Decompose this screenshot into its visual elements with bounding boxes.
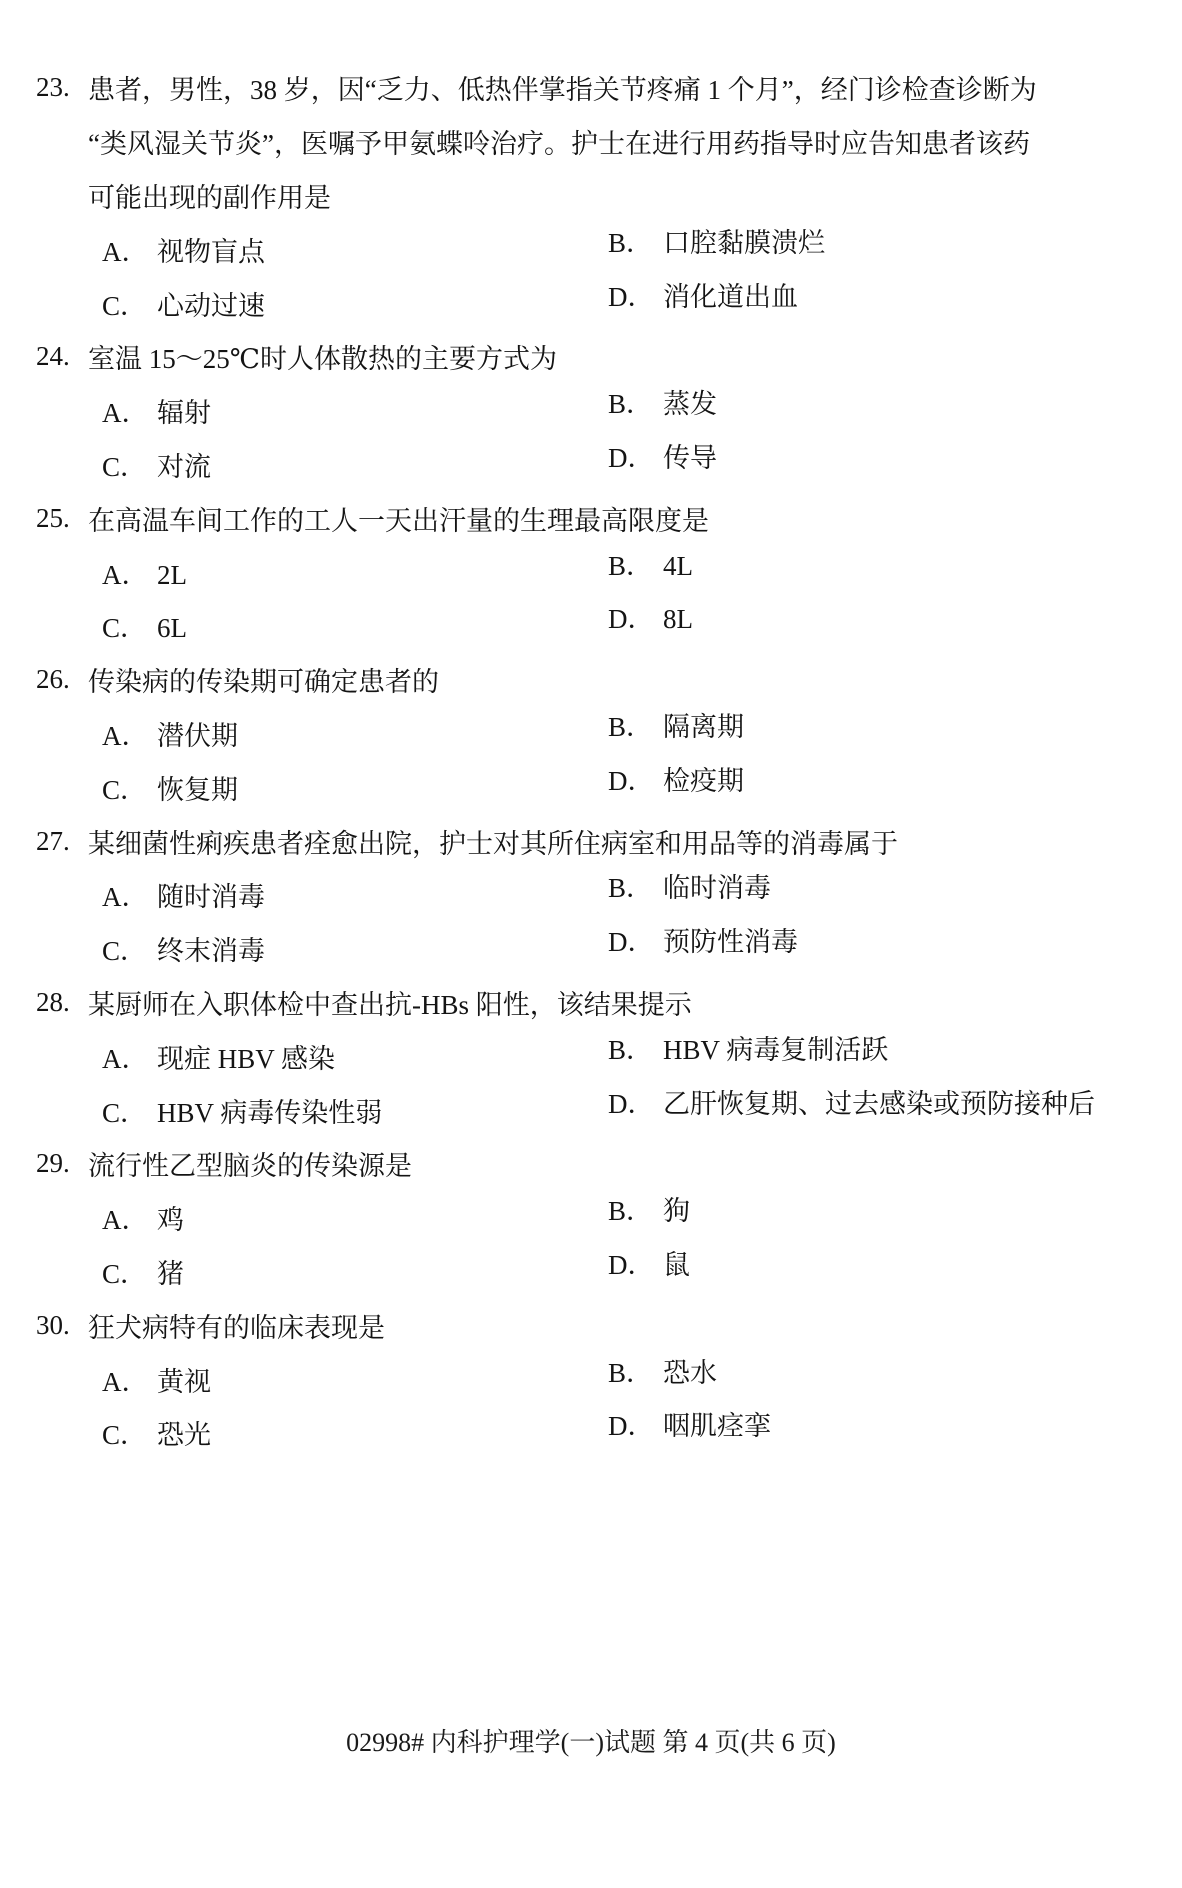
question-list bbox=[0, 61, 1182, 1460]
question-number: 26. bbox=[36, 664, 70, 695]
stem-line: 狂犬病特有的临床表现是 bbox=[88, 1312, 385, 1343]
stem-line: 某厨师在入职体检中查出抗-HBs 阳性，该结果提示 bbox=[88, 989, 692, 1020]
option-label: D． bbox=[608, 1088, 655, 1119]
option-text: 潜伏期 bbox=[157, 720, 238, 751]
option-label: D． bbox=[608, 765, 655, 796]
option-c bbox=[0, 1252, 184, 1291]
option-text: 检疫期 bbox=[663, 765, 744, 796]
option-text: 恐光 bbox=[157, 1420, 211, 1451]
stem-row bbox=[0, 330, 1182, 384]
option-row bbox=[0, 707, 1182, 761]
question-number: 25. bbox=[36, 502, 70, 533]
option-label: B． bbox=[608, 227, 654, 258]
stem-line: “类风湿关节炎”，医嘱予甲氨蝶呤治疗。护士在进行用药指导时应告知患者该药 bbox=[88, 129, 1030, 160]
stem-row bbox=[0, 653, 1182, 707]
option-b bbox=[608, 382, 717, 421]
option-label: A． bbox=[102, 236, 149, 267]
option-text: 恢复期 bbox=[157, 774, 238, 805]
stem-line: 流行性乙型脑炎的传染源是 bbox=[88, 1151, 412, 1182]
option-label: C． bbox=[102, 1097, 148, 1128]
option-text: HBV 病毒复制活跃 bbox=[663, 1034, 889, 1065]
option-text: 8L bbox=[663, 604, 693, 635]
option-a bbox=[0, 391, 211, 430]
option-label: D． bbox=[608, 1249, 655, 1280]
option-label: B． bbox=[608, 711, 654, 742]
option-row bbox=[0, 1352, 1182, 1406]
option-text: 临时消毒 bbox=[663, 873, 771, 904]
question-28 bbox=[0, 976, 1182, 1137]
option-a bbox=[0, 1360, 211, 1399]
option-a bbox=[0, 1037, 335, 1076]
question-27 bbox=[0, 814, 1182, 975]
question-26 bbox=[0, 653, 1182, 814]
option-text: 消化道出血 bbox=[663, 281, 798, 312]
stem-line: 患者，男性，38 岁，因“乏力、低热伴掌指关节疼痛 1 个月”，经门诊检查诊断为 bbox=[88, 75, 1037, 106]
option-row bbox=[0, 545, 1182, 599]
option-text: 乙肝恢复期、过去感染或预防接种后 bbox=[663, 1088, 1095, 1119]
question-number: 29. bbox=[36, 1148, 70, 1179]
stem-row bbox=[0, 1137, 1182, 1191]
option-text: 心动过速 bbox=[157, 290, 265, 321]
option-d bbox=[608, 1243, 690, 1282]
question-24 bbox=[0, 330, 1182, 491]
option-text: 咽肌痉挛 bbox=[663, 1411, 771, 1442]
option-text: 对流 bbox=[157, 451, 211, 482]
option-text: HBV 病毒传染性弱 bbox=[157, 1097, 383, 1128]
option-a bbox=[0, 230, 265, 269]
option-b bbox=[608, 544, 693, 583]
option-a bbox=[0, 553, 187, 592]
option-label: A． bbox=[102, 1366, 149, 1397]
stem-line: 室温 15～25℃时人体散热的主要方式为 bbox=[88, 344, 557, 375]
option-text: 随时消毒 bbox=[157, 882, 265, 913]
option-d bbox=[608, 597, 693, 636]
option-text: 2L bbox=[157, 559, 187, 590]
option-a bbox=[0, 1198, 184, 1237]
option-row bbox=[0, 1083, 1182, 1137]
option-label: A． bbox=[102, 882, 149, 913]
option-label: B． bbox=[608, 1357, 654, 1388]
option-text: 隔离期 bbox=[663, 711, 744, 742]
option-row bbox=[0, 1029, 1182, 1083]
option-row bbox=[0, 760, 1182, 814]
option-b bbox=[608, 1189, 690, 1228]
option-row bbox=[0, 384, 1182, 438]
option-label: B． bbox=[608, 550, 654, 581]
option-b bbox=[608, 221, 825, 260]
option-d bbox=[608, 1404, 771, 1443]
stem-line: 某细菌性痢疾患者痊愈出院，护士对其所住病室和用品等的消毒属于 bbox=[88, 828, 898, 859]
option-label: C． bbox=[102, 774, 148, 805]
option-label: C． bbox=[102, 1420, 148, 1451]
option-text: 辐射 bbox=[157, 398, 211, 429]
option-label: B． bbox=[608, 1196, 654, 1227]
option-row bbox=[0, 922, 1182, 976]
option-row bbox=[0, 222, 1182, 276]
option-row bbox=[0, 1406, 1182, 1460]
option-label: C． bbox=[102, 451, 148, 482]
option-b bbox=[608, 1028, 888, 1067]
option-text: 现症 HBV 感染 bbox=[157, 1043, 336, 1074]
stem-row bbox=[0, 1298, 1182, 1352]
option-d bbox=[608, 436, 717, 475]
stem-line: 可能出现的副作用是 bbox=[88, 182, 331, 213]
option-c bbox=[0, 929, 265, 968]
option-text: 预防性消毒 bbox=[663, 927, 798, 958]
option-a bbox=[0, 875, 265, 914]
question-23 bbox=[0, 61, 1182, 330]
option-text: 终末消毒 bbox=[157, 936, 265, 967]
option-label: B． bbox=[608, 389, 654, 420]
question-30 bbox=[0, 1298, 1182, 1459]
option-text: 鼠 bbox=[663, 1249, 690, 1280]
option-label: C． bbox=[102, 613, 148, 644]
option-text: 鸡 bbox=[157, 1205, 184, 1236]
question-number: 30. bbox=[36, 1309, 70, 1340]
stem-row bbox=[0, 976, 1182, 1030]
option-label: D． bbox=[608, 281, 655, 312]
option-c bbox=[0, 445, 211, 484]
option-d bbox=[608, 1082, 1095, 1121]
option-c bbox=[0, 284, 265, 323]
stem-line: 传染病的传染期可确定患者的 bbox=[88, 667, 439, 698]
option-row bbox=[0, 868, 1182, 922]
option-text: 恐水 bbox=[663, 1357, 717, 1388]
option-b bbox=[608, 866, 771, 905]
option-text: 4L bbox=[663, 550, 693, 581]
stem-row bbox=[0, 169, 1182, 223]
option-label: A． bbox=[102, 1043, 149, 1074]
question-number: 27. bbox=[36, 825, 70, 856]
option-row bbox=[0, 438, 1182, 492]
stem-row bbox=[0, 491, 1182, 545]
option-c bbox=[0, 768, 238, 807]
option-b bbox=[608, 1351, 717, 1390]
option-label: B． bbox=[608, 1034, 654, 1065]
option-text: 狗 bbox=[663, 1196, 690, 1227]
option-row bbox=[0, 1245, 1182, 1299]
option-text: 蒸发 bbox=[663, 389, 717, 420]
option-label: C． bbox=[102, 1258, 148, 1289]
option-c bbox=[0, 1091, 382, 1130]
option-label: B． bbox=[608, 873, 654, 904]
option-row bbox=[0, 1191, 1182, 1245]
option-d bbox=[608, 920, 798, 959]
option-label: A． bbox=[102, 720, 149, 751]
option-text: 传导 bbox=[663, 442, 717, 473]
option-label: D． bbox=[608, 1411, 655, 1442]
page-footer: 02998# 内科护理学(一)试题 第 4 页(共 6 页) bbox=[346, 1728, 836, 1757]
option-text: 视物盲点 bbox=[157, 236, 265, 267]
option-label: D． bbox=[608, 604, 655, 635]
stem-line: 在高温车间工作的工人一天出汗量的生理最高限度是 bbox=[88, 505, 709, 536]
option-a bbox=[0, 714, 238, 753]
option-label: A． bbox=[102, 559, 149, 590]
option-text: 6L bbox=[157, 613, 187, 644]
option-label: D． bbox=[608, 442, 655, 473]
option-label: C． bbox=[102, 936, 148, 967]
option-text: 黄视 bbox=[157, 1366, 211, 1397]
question-number: 23. bbox=[36, 72, 70, 103]
option-c bbox=[0, 1413, 211, 1452]
option-row bbox=[0, 276, 1182, 330]
stem-row bbox=[0, 61, 1182, 115]
option-label: A． bbox=[102, 1205, 149, 1236]
question-number: 24. bbox=[36, 341, 70, 372]
stem-row bbox=[0, 115, 1182, 169]
option-text: 口腔黏膜溃烂 bbox=[663, 227, 825, 258]
option-label: D． bbox=[608, 927, 655, 958]
option-b bbox=[608, 705, 744, 744]
question-25 bbox=[0, 491, 1182, 652]
stem-row bbox=[0, 814, 1182, 868]
option-label: C． bbox=[102, 290, 148, 321]
option-label: A． bbox=[102, 398, 149, 429]
option-row bbox=[0, 599, 1182, 653]
option-d bbox=[608, 275, 798, 314]
option-text: 猪 bbox=[157, 1258, 184, 1289]
option-d bbox=[608, 759, 744, 798]
question-29 bbox=[0, 1137, 1182, 1298]
question-number: 28. bbox=[36, 986, 70, 1017]
option-c bbox=[0, 606, 187, 645]
